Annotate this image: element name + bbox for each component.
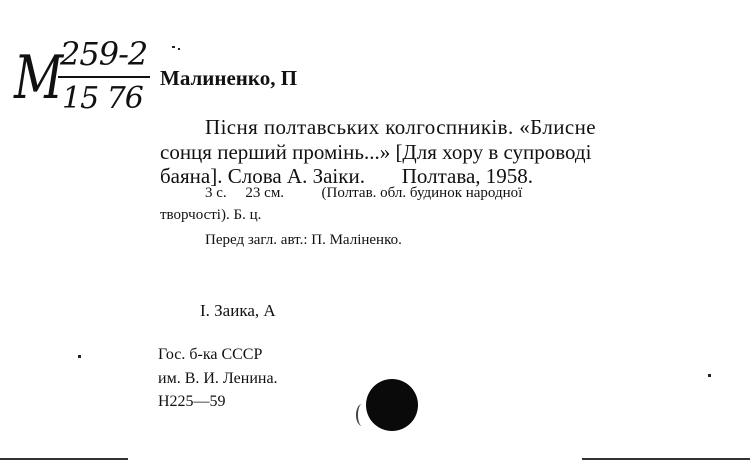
ink-speck [178,48,180,50]
call-number-top: 259-2 [60,35,148,73]
title-line-2: сонця перший промінь...» [Для хору в супроводі [160,140,592,164]
added-entry: I. Заика, А [200,301,276,320]
call-number-letter: М [14,43,63,113]
library-line-3: Н225—59 [158,393,226,410]
title-line-1: Пісня полтавських колгоспників. «Блисне [205,115,596,139]
author-note: Перед загл. авт.: П. Маліненко. [205,232,402,248]
call-number-bottom: 15 76 [62,81,143,116]
collation-line-1: 3 с. 23 см. (Полтав. обл. будинок народної [205,185,523,201]
card-edge-line [0,458,128,460]
ink-speck [172,46,175,48]
ink-speck [708,374,711,377]
ink-speck [78,355,81,358]
punch-hole [366,379,418,431]
call-number-rule [58,76,150,78]
author-heading: Малиненко, П [160,66,298,90]
library-line-2: им. В. И. Ленина. [158,370,278,387]
punch-hole-edge [356,404,368,426]
card-edge-line [582,458,750,460]
collation-line-2: творчості). Б. ц. [160,207,262,223]
library-line-1: Гос. б-ка СССР [158,346,263,363]
title-line-3: баяна]. Слова А. Заіки. Полтава, 1958. [160,164,534,188]
